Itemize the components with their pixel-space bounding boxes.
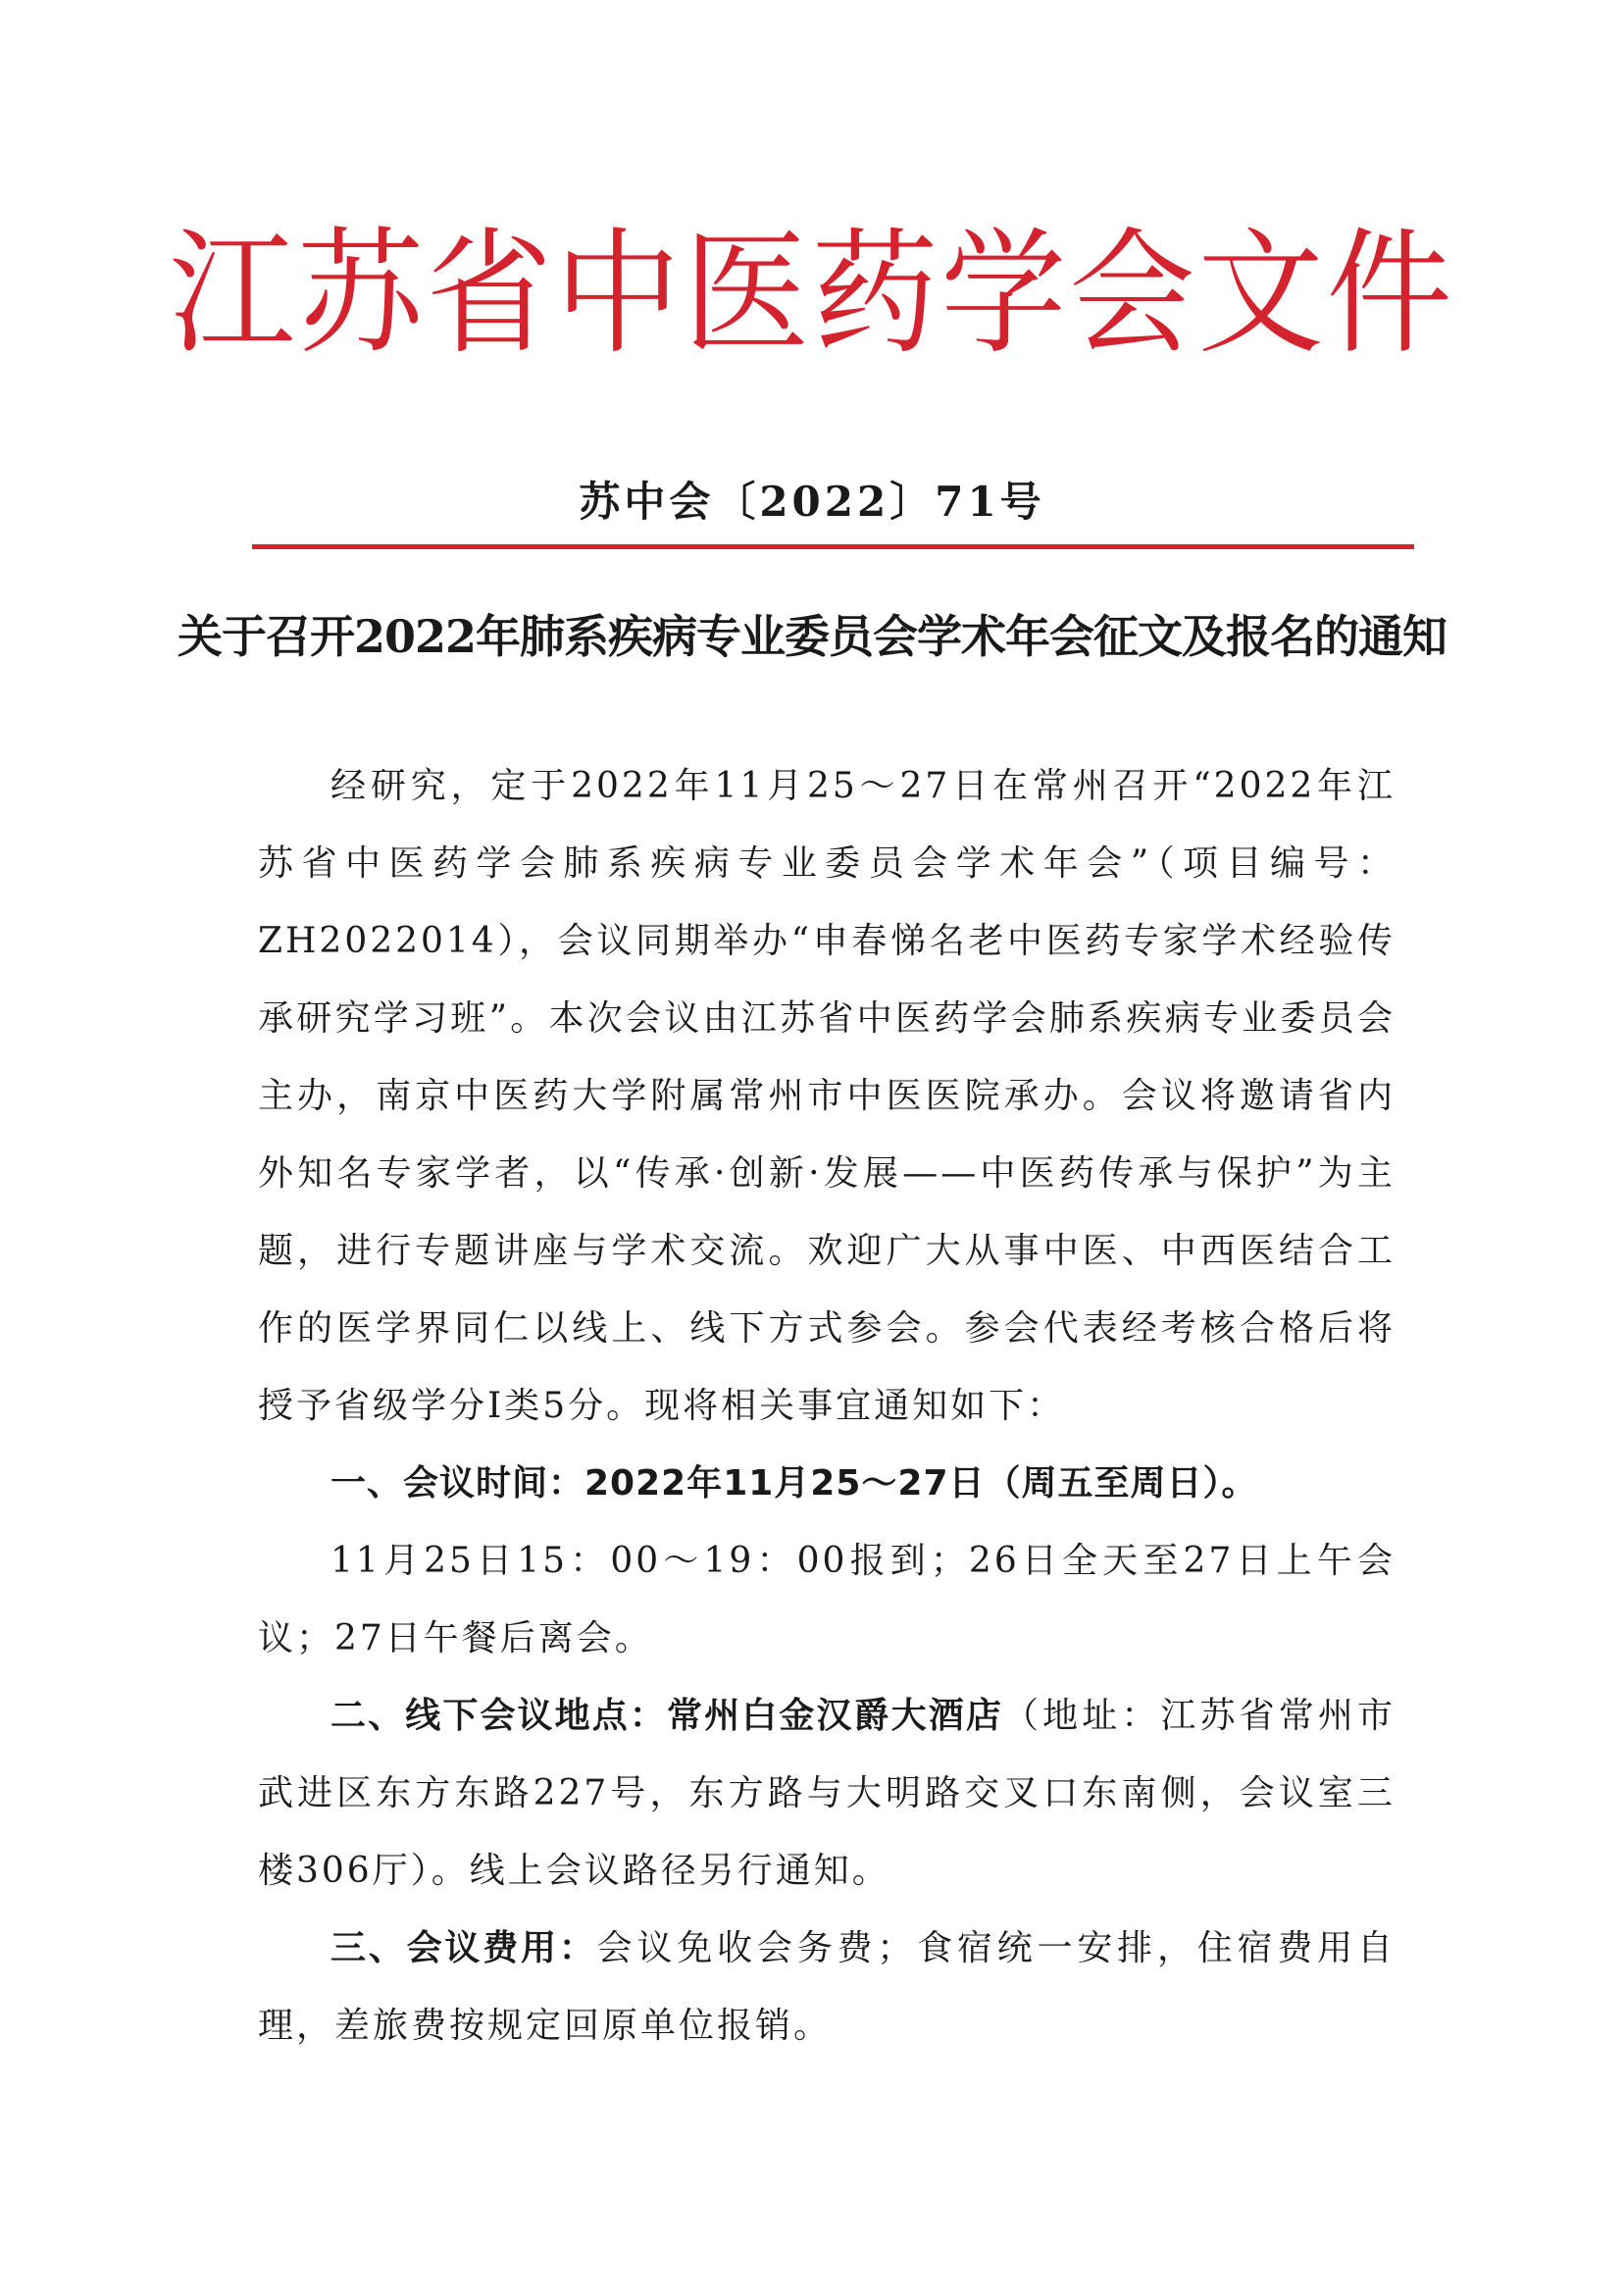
red-divider-rule <box>252 544 1414 549</box>
section-meeting-time-heading <box>258 1445 1396 1522</box>
section-venue-detail: （地址：江苏省常州市武进区东方东路227号，东方路与大明路交叉口东南侧，会议室三楼306厅）。线上会议路径另行通知。 <box>258 1696 1396 1891</box>
intro-paragraph: 经研究，定于2022年11月25～27日在常州召开“2022年江苏省中医药学会肺系疾病专业委员会学术年会”（项目编号：ZH2022014），会议同期举办“申春悌名老中医药专家学术经验传承研究学习班”。本次会议由江苏省中医药学会肺系疾病专业委员会主办，南京中医药大学附属常州市中医医院承办。会议将邀请省内外知名专家学者，以“传承·创新·发展——中医药传承与保护”为主题，进行专题讲座与学术交流。欢迎广大从事中医、中西医结合工作的医学界同仁以线上、线下方式参会。参会代表经考核合格后将授予省级学分Ⅰ类5分。现将相关事宜通知如下： <box>258 766 1396 1426</box>
section-meeting-time-detail: 11月25日15：00～19：00报到；26日全天至27日上午会议；27日午餐后离会。 <box>258 1541 1396 1658</box>
section-fees-paragraph <box>258 1910 1396 2065</box>
section-fees-detail: 会议免收会务费；食宿统一安排，住宿费用自理，差旅费按规定回原单位报销。 <box>258 1928 1396 2046</box>
section-venue-heading: 二、线下会议地点：常州白金汉爵大酒店 <box>330 1696 1003 1736</box>
masthead-title: 江苏省中医药学会文件 <box>169 215 1455 373</box>
document-number: 苏中会〔2022〕71号 <box>579 478 1045 526</box>
section-meeting-time-heading-text: 一、会议时间：2022年11月25～27日（周五至周日）。 <box>330 1463 1258 1504</box>
section-fees-heading: 三、会议费用： <box>330 1928 597 1968</box>
section-venue-paragraph <box>258 1677 1396 1910</box>
notice-body <box>258 747 1396 2065</box>
notice-title: 关于召开2022年肺系疾病专业委员会学术年会征文及报名的通知 <box>177 610 1447 663</box>
